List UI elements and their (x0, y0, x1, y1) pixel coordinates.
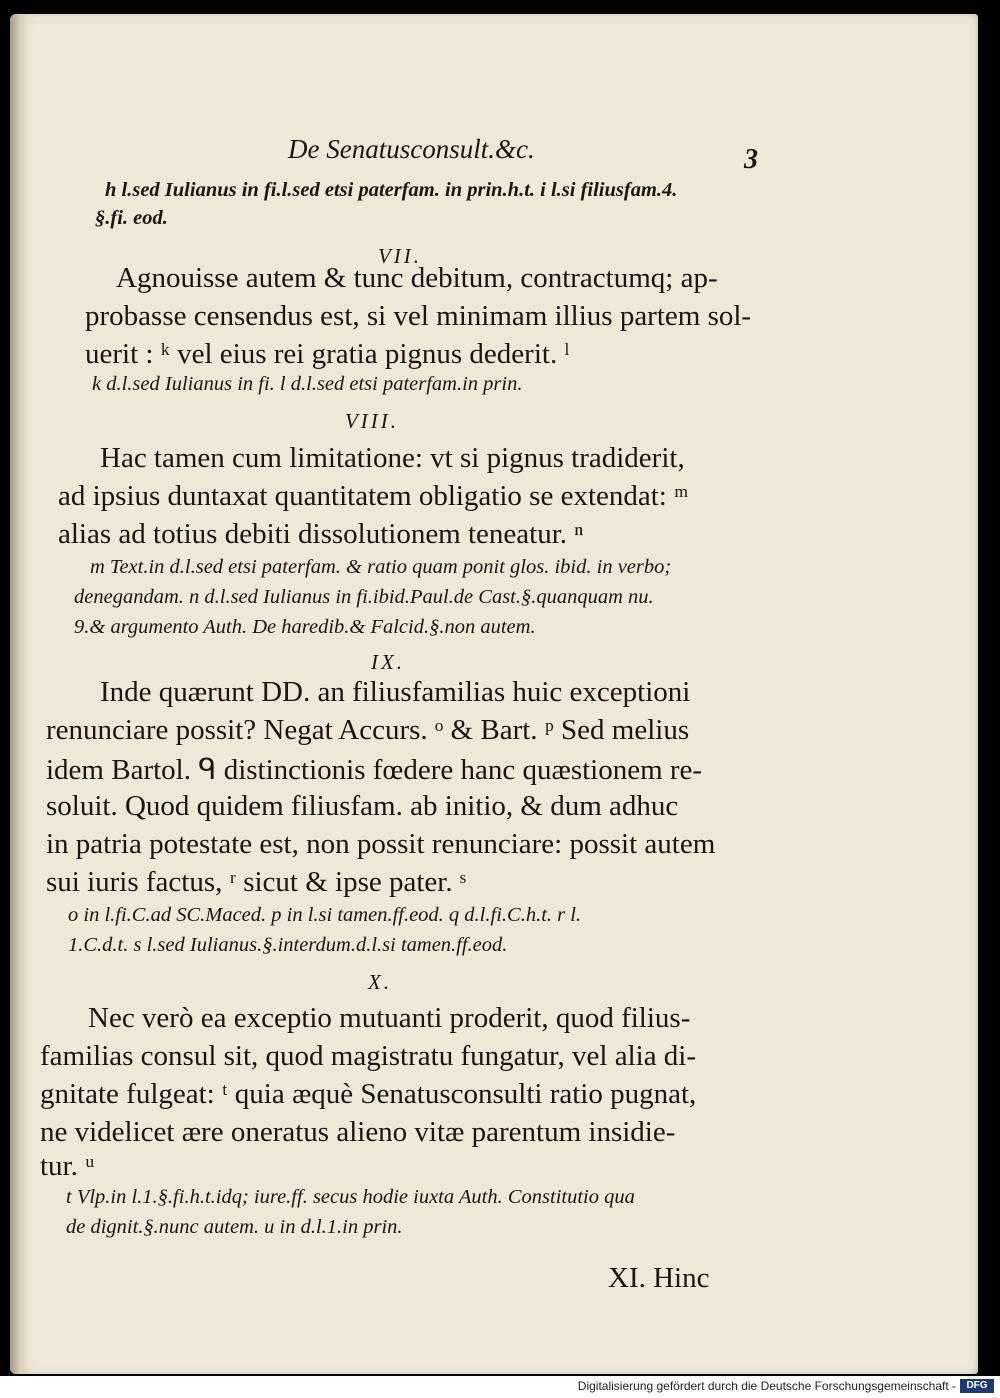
body-line: Hac tamen cum limitatione: vt si pignus tradiderit, (100, 442, 685, 474)
running-title: De Senatusconsult.&c. (288, 134, 535, 164)
body-line: Agnouisse autem & tunc debitum, contractumq; ap- (116, 262, 718, 294)
body-line: idem Bartol. ᑫ distinctionis fœdere hanc quæstionem re- (46, 754, 703, 786)
section-number: X. (367, 970, 393, 994)
section-number: VII. (377, 244, 423, 268)
digitization-footer (0, 1376, 1000, 1398)
body-line: soluit. Quod quidem filiusfam. ab initio, & dum adhuc (46, 790, 679, 822)
body-line: gnitate fulgeat: ᵗ quia æquè Senatusconsulti ratio pugnat, (40, 1078, 697, 1110)
body-line: ad ipsius duntaxat quantitatem obligatio se extendat: ᵐ (58, 480, 689, 512)
section-number: IX. (370, 650, 406, 674)
footnote-line: k d.l.sed Iulianus in fi. l d.l.sed etsi paterfam.in prin. (92, 373, 523, 395)
footnote-line: §.fi. eod. (95, 207, 168, 229)
footnote-line: o in l.fi.C.ad SC.Maced. p in l.si tamen.ff.eod. q d.l.fi.C.h.t. r l. (68, 904, 582, 926)
book-page (10, 14, 978, 1374)
body-line: alias ad totius debiti dissolutionem teneatur. ⁿ (58, 518, 584, 550)
body-line: tur. ᵘ (40, 1150, 95, 1182)
footnote-line: de dignit.§.nunc autem. u in d.l.1.in prin. (66, 1216, 403, 1238)
page-edge (10, 14, 28, 1374)
body-line: probasse censendus est, si vel minimam illius partem sol- (85, 300, 752, 332)
footnote-line: denegandam. n d.l.sed Iulianus in fi.ibid.Paul.de Cast.§.quanquam nu. (74, 586, 654, 608)
catchword: XI. Hinc (608, 1262, 710, 1294)
footnote-line: h l.sed Iulianus in fi.l.sed etsi paterfam. in prin.h.t. i l.si filiusfam.4. (105, 179, 678, 201)
body-line: Inde quærunt DD. an filiusfamilias huic exceptioni (100, 676, 691, 708)
footnote-line: 9.& argumento Auth. De haredib.& Falcid.§.non autem. (74, 616, 536, 638)
body-line: in patria potestate est, non possit renunciare: possit autem (46, 828, 716, 860)
footnote-line: 1.C.d.t. s l.sed Iulianus.§.interdum.d.l.si tamen.ff.eod. (68, 934, 508, 956)
body-line: renunciare possit? Negat Accurs. ᵒ & Bart. ᵖ Sed melius (46, 714, 690, 746)
body-line: sui iuris factus, ʳ sicut & ipse pater. ˢ (46, 866, 467, 898)
section-number: VIII. (344, 409, 400, 433)
body-line: ne videlicet ære oneratus alieno vitæ parentum insidie- (40, 1116, 676, 1148)
body-line: uerit : ᵏ vel eius rei gratia pignus dederit. ˡ (85, 338, 570, 370)
footnote-line: t Vlp.in l.1.§.fi.h.t.idq; iure.ff. secus hodie iuxta Auth. Constitutio qua (66, 1186, 635, 1208)
dfg-logo: DFG (960, 1379, 994, 1393)
body-line: familias consul sit, quod magistratu fungatur, vel alia di- (40, 1040, 697, 1072)
funding-credit: Digitalisierung gefördert durch die Deutsche Forschungsgemeinschaft - (577, 1379, 956, 1393)
body-line: Nec verò ea exceptio mutuanti proderit, quod filius- (88, 1002, 691, 1034)
page-number: 3 (744, 144, 758, 175)
footnote-line: m Text.in d.l.sed etsi paterfam. & ratio quam ponit glos. ibid. in verbo; (90, 556, 672, 578)
